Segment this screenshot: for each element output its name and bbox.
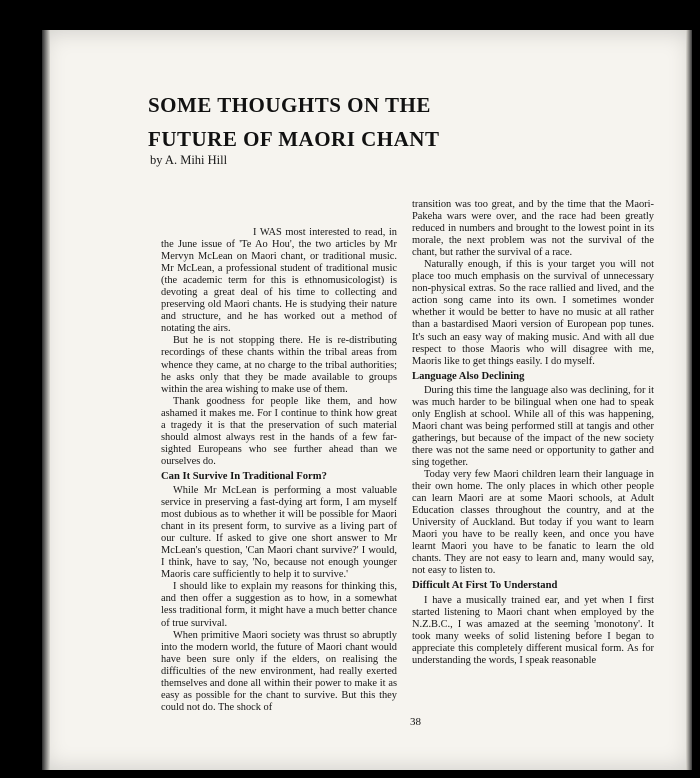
- article-title-line-2: FUTURE OF MAORI CHANT: [148, 127, 440, 151]
- page-spine-shadow: [42, 30, 50, 770]
- section-heading: Can It Survive In Traditional Form?: [161, 470, 327, 482]
- article-title-line-1: SOME THOUGHTS ON THE: [148, 93, 431, 117]
- paragraph: Today very few Maori children learn their language in their own home. The only places in which other people can learn Maori are at some Maori schools, at Adult Education classes throughout the country, and at the University of Auckland. But today if you want to learn Maori you have to be really keen, and once you have learnt Maori you have to be fanatic to learn the old chants. They are not easy to learn and, many would say, not easy to listen to.: [412, 469, 654, 577]
- paragraph: I have a musically trained ear, and yet when I first started listening to Maori chant when employed by the N.Z.B.C., I was amazed at the seeming 'monotony'. It took many weeks of solid listening before I began to appreciate this completely different musical form. As for understanding the words, I speak reasonable: [412, 594, 654, 666]
- right-column: [412, 199, 654, 667]
- page-number: 38: [410, 716, 421, 728]
- page-edge-shadow: [686, 30, 692, 770]
- paragraph: Naturally enough, if this is your target you will not place too much emphasis on the survival of unnecessary non-physical extras. So the race rallied and lived, and the action song came into its own. I sometimes wonder whether it would be better to have no music at all rather than a bastardised Maori version of European pop tunes. It's such an easy way of making music. And with all due respect to those Maoris who will disagree with me, Maoris like to get things easily. I do myself.: [412, 259, 654, 367]
- paragraph: When primitive Maori society was thrust so abruptly into the modern world, the future of Maori chant would have been sure only if the elders, on realising the difficulties of the new environment, had really exerted themselves and done all within their power to make it as easy as possible for the chant to survive. But this they could not do. The shock of: [161, 629, 397, 713]
- paragraph: Thank goodness for people like them, and how ashamed it makes me. For I continue to think how great a tragedy it is that the preservation of such material should almost always rest in the hands of a few far-sighted Europeans who see further ahead than we ourselves do.: [161, 395, 397, 467]
- left-column: [161, 227, 397, 714]
- paragraph: I WAS most interested to read, in the June issue of 'Te Ao Hou', the two articles by Mr Mervyn McLean on Maori chant, or traditional music. Mr McLean, a professional student of traditional music (the academic term for this is ethnomusicologist) is devoting a great deal of his time to collecting and preserving old Maori chants. He is studying their nature and structure, and he has worked out a method of notating the airs.: [161, 227, 397, 335]
- article-byline: by A. Mihi Hill: [150, 153, 228, 167]
- section-heading: Language Also Declining: [412, 370, 525, 382]
- paragraph: While Mr McLean is performing a most valuable service in preserving a fast-dying art form, I am myself most dubious as to whether it will be possible for Maori chant in its present form, to survive as a living part of our culture. If asked to give one short answer to Mr McLean's question, 'Can Maori chant survive?' I would, I think, have to say, 'No, because not enough younger Maoris care sufficiently to help it to survive.': [161, 484, 397, 581]
- section-heading: Difficult At First To Understand: [412, 580, 558, 592]
- magazine-page: [42, 30, 692, 770]
- paragraph: transition was too great, and by the time that the Maori-Pakeha wars were over, and the race had been greatly reduced in numbers and brought to the lowest point in its morale, the next problem was not the survival of the chant, but rather the survival of a race.: [412, 199, 654, 259]
- paragraph: But he is not stopping there. He is re-distributing recordings of these chants within the tribal areas from whence they came, at no charge to the tribal authorities; he asks only that they be made available to groups within the area wishing to make use of them.: [161, 335, 397, 395]
- paragraph: I should like to explain my reasons for thinking this, and then offer a suggestion as to how, in a somewhat less traditional form, it might have a much better chance of true survival.: [161, 581, 397, 629]
- article-title: [148, 88, 588, 156]
- paragraph: During this time the language also was declining, for it was much harder to be bilingual when one had to speak only English at school. While all of this was happening, Maori chant was being performed still at tangis and other gatherings, but because of the impact of the new society there was not the same need or opportunity to gather and sing together.: [412, 384, 654, 468]
